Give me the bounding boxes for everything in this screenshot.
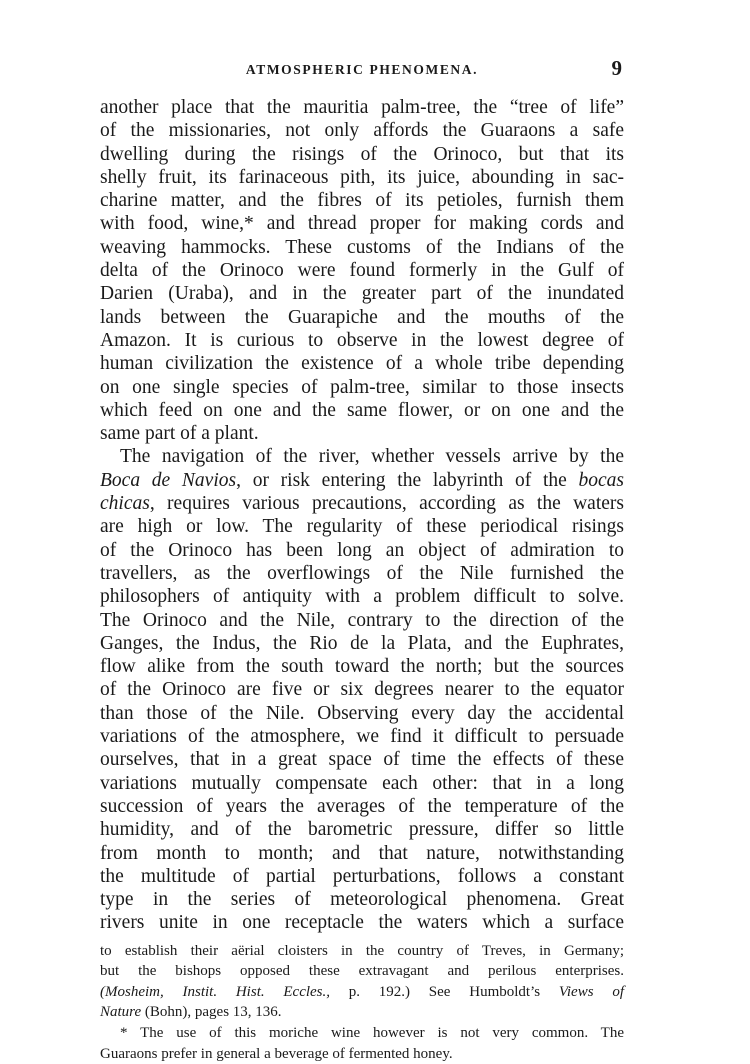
body-line: Darien (Uraba), and in the greater part of the inundated	[100, 283, 624, 305]
body-line: The Orinoco and the Nile, contrary to the direction of the	[100, 609, 624, 631]
body-line: The navigation of the river, whether vessels arrive by the	[120, 446, 624, 468]
body-line: which feed on one and the same flower, or on one and the	[100, 399, 624, 421]
footnote-line: * The use of this moriche wine however is not very common. The	[120, 1025, 624, 1042]
footnote-line-mixed	[100, 1002, 624, 1023]
citation-italic: Nature	[100, 1004, 142, 1021]
body-line: weaving hammocks. These customs of the Indians of the	[100, 236, 624, 258]
footnotes	[100, 941, 624, 1064]
body-line: than those of the Nile. Observing every day the accidental	[100, 702, 624, 724]
citation-italic: (Mosheim, Instit. Hist. Eccles.,	[100, 983, 331, 1000]
body-line: dwelling during the risings of the Orinoco, but that its	[100, 143, 624, 165]
body-line: of the missionaries, not only affords the Guaraons a safe	[100, 120, 624, 142]
body-line: type in the series of meteorological phenomena. Great	[100, 889, 624, 911]
footnote-line: to establish their aërial cloisters in the country of Treves, in Germany;	[100, 942, 624, 959]
body-line: of the Orinoco are five or six degrees nearer to the equator	[100, 679, 624, 701]
footnote-fragment: (Bohn),	[144, 1004, 192, 1021]
body-fragment: , or risk entering the labyrinth of the	[236, 469, 579, 491]
italic-phrase: bocas	[578, 469, 624, 491]
body-line: of the Orinoco has been long an object of admiration to	[100, 539, 624, 561]
footnote-line-mixed	[100, 982, 624, 1003]
body-line-italic-mixed	[100, 492, 624, 515]
body-line: humidity, and of the barometric pressure, differ so little	[100, 819, 624, 841]
body-line: ourselves, that in a great space of time the effects of these	[100, 749, 624, 771]
body-line: same part of a plant.	[100, 423, 259, 445]
body-line: from month to month; and that nature, notwithstanding	[100, 842, 624, 864]
footnote-fragment: pages 13, 136.	[194, 1004, 282, 1021]
body-line: succession of years the averages of the temperature of the	[100, 795, 624, 817]
body-line: lands between the Guarapiche and the mouths of the	[100, 306, 624, 328]
body-line: variations mutually compensate each other: that in a long	[100, 772, 624, 794]
footnote-line: but the bishops opposed these extravagant and perilous enterprises.	[100, 963, 624, 980]
body-fragment: , requires various precautions, according as the waters	[149, 493, 624, 515]
body-line: variations of the atmosphere, we find it difficult to persuade	[100, 726, 624, 748]
citation-italic: Views of	[558, 983, 624, 1000]
italic-phrase: chicas	[100, 493, 150, 515]
running-title: ATMOSPHERIC PHENOMENA.	[245, 62, 479, 77]
body-line-italic-mixed	[100, 469, 624, 492]
book-page	[100, 56, 624, 1064]
body-line: flow alike from the south toward the north; but the sources	[100, 656, 624, 678]
body-line: shelly fruit, its farinaceous pith, its juice, abounding in sac-	[100, 166, 624, 188]
body-line: on one single species of palm-tree, similar to those insects	[100, 376, 624, 398]
body-line: human civilization the existence of a whole tribe depending	[100, 353, 624, 375]
body-line: are high or low. The regularity of these periodical risings	[100, 516, 624, 538]
body-line: philosophers of antiquity with a problem difficult to solve.	[100, 586, 624, 608]
running-head	[100, 56, 624, 86]
body-line: with food, wine,* and thread proper for making cords and	[100, 213, 624, 235]
body-line: the multitude of partial perturbations, follows a constant	[100, 865, 624, 887]
body-line: Ganges, the Indus, the Rio de la Plata, and the Euphrates,	[100, 632, 624, 654]
body-line: delta of the Orinoco were found formerly in the Gulf of	[100, 260, 624, 282]
page-number: 9	[611, 56, 622, 80]
body-line: travellers, as the overflowings of the Nile furnished the	[100, 562, 624, 584]
body-line: Amazon. It is curious to observe in the lowest degree of	[100, 329, 624, 351]
footnote-fragment: p. 192.) See Humboldt’s	[348, 983, 541, 1000]
body-line: rivers unite in one receptacle the waters which a surface	[100, 912, 624, 934]
body-line: charine matter, and the fibres of its petioles, furnish them	[100, 190, 624, 212]
footnote-line: Guaraons prefer in general a beverage of fermented honey.	[100, 1045, 453, 1062]
body-text	[100, 96, 624, 935]
italic-phrase: Boca de Navios	[100, 469, 237, 491]
body-line: another place that the mauritia palm-tree, the “tree of life”	[100, 97, 624, 118]
